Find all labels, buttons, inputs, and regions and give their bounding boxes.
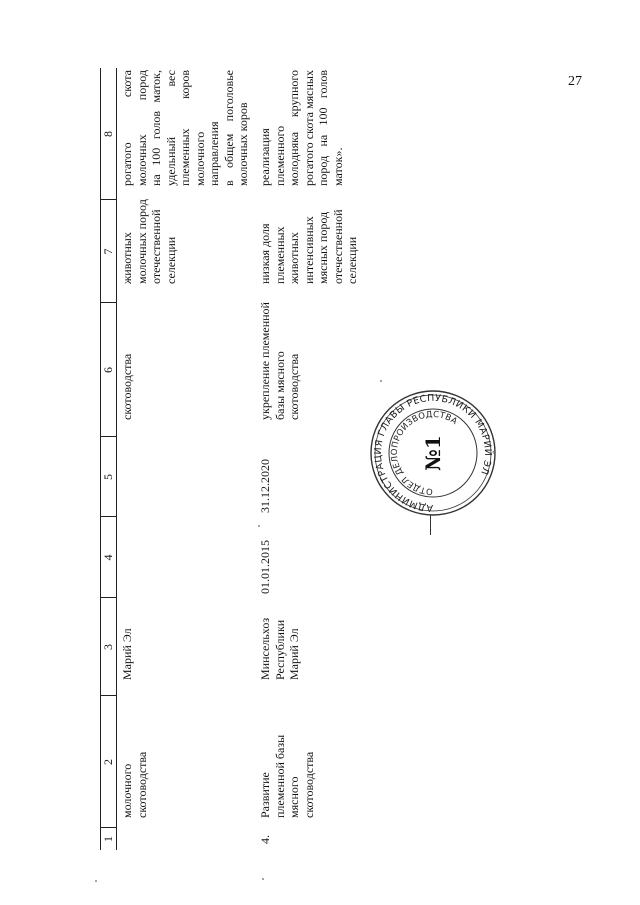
cell-line: животных — [287, 232, 301, 284]
cont-col2 — [120, 708, 149, 818]
column-header-4: 4 — [101, 554, 115, 561]
cell-line: молочных пород — [134, 199, 149, 284]
row4-col5: 31.12.2020 — [258, 459, 272, 513]
cell-line: в общем поголовье — [221, 70, 236, 186]
cell-line: мясного — [287, 776, 301, 818]
row4-col6 — [258, 290, 302, 420]
cell-line: племенных — [272, 226, 287, 284]
seal-outer-text: АДМИНИСТРАЦИЯ ГЛАВЫ РЕСПУБЛИКИ МАРИЙ ЭЛ — [372, 392, 494, 514]
cell-line: селекции — [163, 236, 178, 284]
column-header-8: 8 — [101, 131, 115, 137]
seal-center-text: №1 — [421, 435, 445, 471]
cell-line: мясных пород — [316, 211, 330, 284]
cell-line: отечественной — [149, 209, 163, 284]
cont-col3 — [120, 600, 135, 680]
cell-line: Минсельхоз — [258, 617, 272, 680]
column-header-3: 3 — [101, 644, 115, 650]
cell-line: интенсивных — [301, 216, 316, 284]
cell-line: скотоводства — [287, 353, 301, 420]
cell-line: отечественной — [330, 209, 345, 284]
cont-col6 — [120, 310, 135, 420]
column-header-5: 5 — [101, 474, 115, 480]
cell-line: базы мясного — [272, 351, 287, 420]
cell-line: племенной базы — [272, 734, 287, 818]
row4-col8 — [258, 70, 345, 186]
cell-line: племенных коров — [178, 70, 192, 186]
header-rule — [116, 68, 117, 850]
cell-line: рогатого скота — [120, 70, 134, 186]
scan-speck — [262, 878, 264, 880]
cell-line: низкая доля — [258, 223, 272, 284]
cell-line: Развитие — [258, 772, 272, 818]
cell-line: реализация племенного — [258, 125, 287, 186]
cont-col8 — [120, 70, 251, 186]
row4-col4: 01.01.2015 — [258, 540, 272, 594]
column-header-7: 7 — [101, 248, 115, 255]
cell-line: маток». — [330, 147, 345, 186]
cell-line: молочного — [120, 763, 134, 818]
cell-line: рогатого скота мясных — [301, 70, 316, 186]
column-header-1: 1 — [101, 836, 115, 842]
cell-line: пород на 100 голов — [316, 70, 330, 186]
official-seal — [368, 388, 498, 518]
scan-speck — [258, 525, 260, 527]
scan-speck — [380, 380, 382, 382]
cell-line: селекции — [345, 236, 359, 284]
cell-line: скотоводства — [301, 751, 316, 818]
cell-line: молочного направления — [192, 121, 221, 186]
cell-line: Марий Эл — [287, 628, 301, 680]
cell-line: молодняка крупного — [287, 70, 301, 186]
cell-line: животных — [120, 232, 134, 284]
column-header-6: 6 — [101, 367, 115, 373]
cell-line: молочных пород — [134, 70, 149, 186]
cell-line: укрепление племенной — [258, 302, 272, 420]
row4-col7 — [258, 194, 360, 284]
seal-inner-text: ОТДЕЛ ДЕЛОПРОИЗВОДСТВА — [389, 409, 460, 497]
cell-line: на 100 голов маток, — [149, 70, 163, 186]
page-number: 27 — [568, 74, 582, 89]
scan-speck — [95, 880, 97, 882]
cell-line: скотоводства — [134, 751, 149, 818]
cell-line: молочных коров — [236, 102, 250, 186]
column-header-2: 2 — [101, 759, 115, 765]
row4-col2 — [258, 708, 316, 818]
cell-line: удельный вес — [163, 70, 178, 186]
seal-stem — [430, 515, 431, 535]
cell-line: Республики — [272, 619, 287, 680]
cell-line: Марий Эл — [120, 628, 134, 680]
row4-number: 4. — [258, 835, 272, 844]
cell-line: скотоводства — [120, 353, 134, 420]
row4-col3 — [258, 598, 302, 680]
cont-col7 — [120, 189, 178, 284]
